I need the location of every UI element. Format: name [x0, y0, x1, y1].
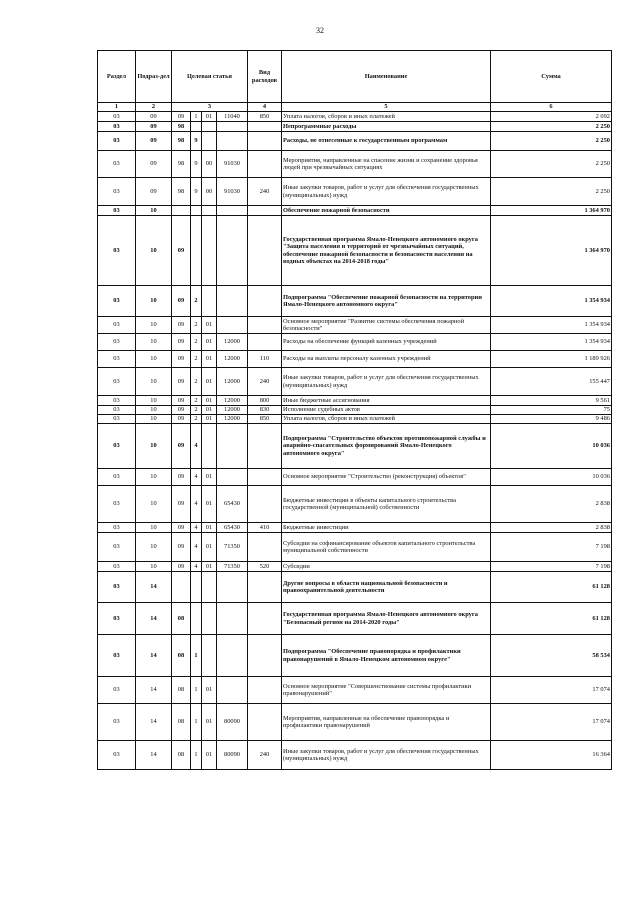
podrazdel-cell: 14 [136, 603, 172, 635]
sum-cell: 58 534 [491, 635, 612, 677]
direction-code-cell: 65430 [217, 486, 248, 523]
razdel-cell: 03 [98, 635, 136, 677]
event-code-cell [202, 286, 217, 317]
table-row [98, 424, 612, 469]
subprogram-code-cell: 2 [191, 317, 202, 334]
expense-type-cell [248, 677, 282, 704]
program-code-cell: 09 [172, 424, 191, 469]
program-code-cell: 09 [172, 562, 191, 572]
column-number: 1 [98, 103, 136, 112]
program-code-cell: 09 [172, 112, 191, 122]
expense-type-cell [248, 317, 282, 334]
direction-code-cell [217, 424, 248, 469]
expense-type-cell [248, 572, 282, 603]
event-code-cell [202, 603, 217, 635]
table-row [98, 206, 612, 216]
subprogram-code-cell: 2 [191, 415, 202, 424]
event-code-cell: 01 [202, 533, 217, 562]
podrazdel-cell: 09 [136, 178, 172, 206]
expense-type-cell [248, 334, 282, 351]
subprogram-code-cell: 4 [191, 523, 202, 533]
program-code-cell: 09 [172, 351, 191, 368]
column-number: 2 [136, 103, 172, 112]
direction-code-cell: 71350 [217, 533, 248, 562]
sum-cell: 1 354 934 [491, 286, 612, 317]
event-code-cell: 01 [202, 112, 217, 122]
direction-code-cell: 12000 [217, 415, 248, 424]
event-code-cell: 01 [202, 486, 217, 523]
event-code-cell: 01 [202, 523, 217, 533]
event-code-cell [202, 216, 217, 286]
subprogram-code-cell: 4 [191, 533, 202, 562]
podrazdel-cell: 10 [136, 206, 172, 216]
sum-cell: 7 198 [491, 533, 612, 562]
name-cell: Подпрограмма "Обеспечение правопорядка и профилактики правонарушений в Ямало-Ненецком автономном округе" [282, 635, 491, 677]
expense-type-cell: 110 [248, 351, 282, 368]
program-code-cell: 09 [172, 396, 191, 406]
name-cell: Иные бюджетные ассигнования [282, 396, 491, 406]
table-row [98, 562, 612, 572]
event-code-cell: 01 [202, 334, 217, 351]
name-cell: Субсидии на софинансирование объектов капитального строительства муниципальной собственности [282, 533, 491, 562]
razdel-cell: 03 [98, 603, 136, 635]
subprogram-code-cell [191, 603, 202, 635]
expense-type-cell [248, 469, 282, 486]
direction-code-cell [217, 216, 248, 286]
event-code-cell: 00 [202, 178, 217, 206]
program-code-cell: 09 [172, 469, 191, 486]
name-cell: Бюджетные инвестиции [282, 523, 491, 533]
program-code-cell: 09 [172, 216, 191, 286]
table-row [98, 677, 612, 704]
razdel-cell: 03 [98, 132, 136, 151]
direction-code-cell: 71350 [217, 562, 248, 572]
sum-cell: 7 198 [491, 562, 612, 572]
direction-code-cell: 65430 [217, 523, 248, 533]
sum-cell: 61 128 [491, 603, 612, 635]
podrazdel-cell: 10 [136, 368, 172, 396]
sum-cell: 16 364 [491, 741, 612, 770]
podrazdel-cell: 10 [136, 351, 172, 368]
name-cell: Бюджетные инвестиции в объекты капитального строительства государственной (муниципальной) собственности [282, 486, 491, 523]
subprogram-code-cell: 2 [191, 334, 202, 351]
sum-cell: 1 189 926 [491, 351, 612, 368]
sum-cell: 9 561 [491, 396, 612, 406]
direction-code-cell [217, 469, 248, 486]
sum-cell: 2 838 [491, 523, 612, 533]
expense-type-cell: 830 [248, 406, 282, 415]
name-cell: Уплата налогов, сборов и иных платежей [282, 415, 491, 424]
name-cell: Уплата налогов, сборов и иных платежей [282, 112, 491, 122]
header-naimenovanie: Наименование [282, 51, 491, 103]
razdel-cell: 03 [98, 396, 136, 406]
table-row [98, 132, 612, 151]
name-cell: Расходы на обеспечение функций казенных учреждений [282, 334, 491, 351]
name-cell: Подпрограмма "Обеспечение пожарной безопасности на территории Ямало-Ненецкого автономного округа" [282, 286, 491, 317]
table-row [98, 122, 612, 132]
expense-type-cell [248, 151, 282, 178]
table-row [98, 741, 612, 770]
program-code-cell: 08 [172, 677, 191, 704]
table-row [98, 704, 612, 741]
table-row [98, 523, 612, 533]
direction-code-cell [217, 317, 248, 334]
name-cell: Иные закупки товаров, работ и услуг для обеспечения государственных (муниципальных) нужд [282, 368, 491, 396]
name-cell: Подпрограмма "Строительство объектов противопожарной службы и аварийно-спасательных формирований Ямало-Ненецкого автономного округа" [282, 424, 491, 469]
header-podrazdel: Подраз-дел [136, 51, 172, 103]
subprogram-code-cell [191, 216, 202, 286]
podrazdel-cell: 14 [136, 704, 172, 741]
podrazdel-cell: 10 [136, 396, 172, 406]
page-number: 32 [316, 26, 324, 35]
razdel-cell: 03 [98, 286, 136, 317]
direction-code-cell [217, 132, 248, 151]
subprogram-code-cell: 4 [191, 562, 202, 572]
podrazdel-cell: 10 [136, 486, 172, 523]
expense-type-cell [248, 132, 282, 151]
expense-type-cell: 800 [248, 396, 282, 406]
razdel-cell: 03 [98, 469, 136, 486]
sum-cell: 1 354 934 [491, 334, 612, 351]
expense-type-cell: 240 [248, 741, 282, 770]
event-code-cell: 01 [202, 562, 217, 572]
sum-cell: 2 250 [491, 178, 612, 206]
table-row [98, 603, 612, 635]
razdel-cell: 03 [98, 562, 136, 572]
razdel-cell: 03 [98, 334, 136, 351]
razdel-cell: 03 [98, 704, 136, 741]
razdel-cell: 03 [98, 178, 136, 206]
expense-type-cell [248, 216, 282, 286]
razdel-cell: 03 [98, 368, 136, 396]
program-code-cell: 98 [172, 178, 191, 206]
direction-code-cell: 12000 [217, 351, 248, 368]
name-cell: Расходы на выплаты персоналу казенных учреждений [282, 351, 491, 368]
expense-type-cell: 240 [248, 178, 282, 206]
program-code-cell: 09 [172, 286, 191, 317]
direction-code-cell: 12000 [217, 334, 248, 351]
table-body [98, 112, 612, 770]
name-cell: Основное мероприятие "Развитие системы обеспечения пожарной безопасности" [282, 317, 491, 334]
subprogram-code-cell [191, 122, 202, 132]
podrazdel-cell: 14 [136, 572, 172, 603]
subprogram-code-cell: 2 [191, 286, 202, 317]
program-code-cell: 09 [172, 415, 191, 424]
event-code-cell: 01 [202, 351, 217, 368]
razdel-cell: 03 [98, 741, 136, 770]
name-cell: Непрограммные расходы [282, 122, 491, 132]
program-code-cell: 09 [172, 334, 191, 351]
sum-cell: 1 364 970 [491, 216, 612, 286]
podrazdel-cell: 10 [136, 216, 172, 286]
podrazdel-cell: 09 [136, 122, 172, 132]
expense-type-cell [248, 286, 282, 317]
sum-cell: 61 128 [491, 572, 612, 603]
sum-cell: 10 036 [491, 469, 612, 486]
event-code-cell [202, 572, 217, 603]
column-number: 5 [282, 103, 491, 112]
sum-cell: 75 [491, 406, 612, 415]
program-code-cell: 08 [172, 603, 191, 635]
table-row [98, 112, 612, 122]
program-code-cell: 08 [172, 635, 191, 677]
table-row [98, 406, 612, 415]
subprogram-code-cell: 9 [191, 151, 202, 178]
sum-cell: 1 364 970 [491, 206, 612, 216]
column-number: 4 [248, 103, 282, 112]
razdel-cell: 03 [98, 415, 136, 424]
name-cell: Субсидии [282, 562, 491, 572]
subprogram-code-cell: 1 [191, 741, 202, 770]
razdel-cell: 03 [98, 486, 136, 523]
sum-cell: 10 036 [491, 424, 612, 469]
name-cell: Основное мероприятие "Строительство (реконструкция) объектов" [282, 469, 491, 486]
program-code-cell: 98 [172, 132, 191, 151]
table-row [98, 334, 612, 351]
name-cell: Мероприятия, направленные на обеспечение правопорядка и профилактики правонарушений [282, 704, 491, 741]
direction-code-cell: 91030 [217, 178, 248, 206]
razdel-cell: 03 [98, 424, 136, 469]
expense-type-cell [248, 603, 282, 635]
name-cell: Мероприятия, направленные на спасение жизни и сохранение здоровья людей при чрезвычайных ситуациях [282, 151, 491, 178]
subprogram-code-cell: 1 [191, 704, 202, 741]
column-number: 6 [491, 103, 612, 112]
direction-code-cell [217, 206, 248, 216]
direction-code-cell: 11040 [217, 112, 248, 122]
program-code-cell: 08 [172, 704, 191, 741]
direction-code-cell: 12000 [217, 396, 248, 406]
direction-code-cell [217, 603, 248, 635]
program-code-cell: 08 [172, 741, 191, 770]
event-code-cell [202, 424, 217, 469]
sum-cell: 9 486 [491, 415, 612, 424]
sum-cell: 2 250 [491, 151, 612, 178]
name-cell: Иные закупки товаров, работ и услуг для обеспечения государственных (муниципальных) нужд [282, 178, 491, 206]
program-code-cell [172, 206, 191, 216]
expense-type-cell [248, 704, 282, 741]
program-code-cell: 98 [172, 122, 191, 132]
podrazdel-cell: 10 [136, 523, 172, 533]
event-code-cell [202, 122, 217, 132]
direction-code-cell [217, 635, 248, 677]
name-cell: Обеспечение пожарной безопасности [282, 206, 491, 216]
subprogram-code-cell: 9 [191, 132, 202, 151]
podrazdel-cell: 10 [136, 317, 172, 334]
header-summa: Сумма [491, 51, 612, 103]
podrazdel-cell: 10 [136, 406, 172, 415]
column-number: 3 [172, 103, 248, 112]
podrazdel-cell: 10 [136, 286, 172, 317]
expense-type-cell: 850 [248, 112, 282, 122]
table-row [98, 286, 612, 317]
table-row [98, 317, 612, 334]
program-code-cell: 09 [172, 317, 191, 334]
expense-type-cell [248, 122, 282, 132]
table-row [98, 469, 612, 486]
podrazdel-cell: 14 [136, 635, 172, 677]
table-row [98, 635, 612, 677]
subprogram-code-cell: 4 [191, 424, 202, 469]
expense-type-cell [248, 533, 282, 562]
razdel-cell: 03 [98, 317, 136, 334]
event-code-cell [202, 132, 217, 151]
sum-cell: 2 250 [491, 132, 612, 151]
direction-code-cell [217, 286, 248, 317]
table-row [98, 368, 612, 396]
podrazdel-cell: 10 [136, 533, 172, 562]
program-code-cell: 09 [172, 533, 191, 562]
subprogram-code-cell: 4 [191, 469, 202, 486]
razdel-cell: 03 [98, 677, 136, 704]
razdel-cell: 03 [98, 351, 136, 368]
direction-code-cell: 12000 [217, 368, 248, 396]
sum-cell: 2 838 [491, 486, 612, 523]
subprogram-code-cell [191, 206, 202, 216]
razdel-cell: 03 [98, 533, 136, 562]
subprogram-code-cell: 1 [191, 112, 202, 122]
program-code-cell: 09 [172, 523, 191, 533]
podrazdel-cell: 14 [136, 741, 172, 770]
program-code-cell [172, 572, 191, 603]
expense-type-cell: 240 [248, 368, 282, 396]
subprogram-code-cell: 2 [191, 396, 202, 406]
sum-cell: 17 074 [491, 677, 612, 704]
event-code-cell: 01 [202, 317, 217, 334]
table-row [98, 415, 612, 424]
table-row [98, 396, 612, 406]
podrazdel-cell: 14 [136, 677, 172, 704]
sum-cell: 155 447 [491, 368, 612, 396]
podrazdel-cell: 10 [136, 562, 172, 572]
sum-cell: 2 092 [491, 112, 612, 122]
expense-type-cell: 410 [248, 523, 282, 533]
podrazdel-cell: 10 [136, 469, 172, 486]
table-row [98, 351, 612, 368]
podrazdel-cell: 10 [136, 415, 172, 424]
name-cell: Другие вопросы в области национальной безопасности и правоохранительной деятельности [282, 572, 491, 603]
sum-cell: 17 074 [491, 704, 612, 741]
event-code-cell: 01 [202, 741, 217, 770]
event-code-cell: 01 [202, 677, 217, 704]
subprogram-code-cell [191, 572, 202, 603]
subprogram-code-cell: 1 [191, 677, 202, 704]
subprogram-code-cell: 4 [191, 486, 202, 523]
razdel-cell: 03 [98, 151, 136, 178]
podrazdel-cell: 10 [136, 334, 172, 351]
event-code-cell: 01 [202, 469, 217, 486]
razdel-cell: 03 [98, 206, 136, 216]
name-cell: Иные закупки товаров, работ и услуг для обеспечения государственных (муниципальных) нужд [282, 741, 491, 770]
table-row [98, 533, 612, 562]
razdel-cell: 03 [98, 112, 136, 122]
direction-code-cell [217, 572, 248, 603]
event-code-cell: 01 [202, 406, 217, 415]
name-cell: Исполнение судебных актов [282, 406, 491, 415]
budget-table [97, 50, 612, 770]
sum-cell: 1 354 934 [491, 317, 612, 334]
name-cell: Основное мероприятие "Совершенствование системы профилактики правонарушений" [282, 677, 491, 704]
event-code-cell: 01 [202, 704, 217, 741]
sum-cell: 2 250 [491, 122, 612, 132]
subprogram-code-cell: 2 [191, 406, 202, 415]
program-code-cell: 98 [172, 151, 191, 178]
direction-code-cell: 12000 [217, 406, 248, 415]
event-code-cell [202, 206, 217, 216]
razdel-cell: 03 [98, 216, 136, 286]
header-razdel: Раздел [98, 51, 136, 103]
direction-code-cell: 80090 [217, 704, 248, 741]
podrazdel-cell: 09 [136, 151, 172, 178]
expense-type-cell: 520 [248, 562, 282, 572]
program-code-cell: 09 [172, 406, 191, 415]
program-code-cell: 09 [172, 368, 191, 396]
name-cell: Государственная программа Ямало-Ненецкого автономного округа "Безопасный регион на 2014-2020 годы" [282, 603, 491, 635]
razdel-cell: 03 [98, 572, 136, 603]
event-code-cell [202, 635, 217, 677]
subprogram-code-cell: 2 [191, 351, 202, 368]
table-row [98, 178, 612, 206]
table-row [98, 151, 612, 178]
podrazdel-cell: 09 [136, 112, 172, 122]
direction-code-cell: 80090 [217, 741, 248, 770]
direction-code-cell: 91030 [217, 151, 248, 178]
direction-code-cell [217, 122, 248, 132]
event-code-cell: 01 [202, 415, 217, 424]
razdel-cell: 03 [98, 523, 136, 533]
event-code-cell: 01 [202, 368, 217, 396]
razdel-cell: 03 [98, 406, 136, 415]
event-code-cell: 01 [202, 396, 217, 406]
subprogram-code-cell: 9 [191, 178, 202, 206]
direction-code-cell [217, 677, 248, 704]
name-cell: Расходы, не отнесенные к государственным программам [282, 132, 491, 151]
event-code-cell: 00 [202, 151, 217, 178]
expense-type-cell [248, 635, 282, 677]
table-row [98, 572, 612, 603]
razdel-cell: 03 [98, 122, 136, 132]
table-row [98, 216, 612, 286]
program-code-cell: 09 [172, 486, 191, 523]
expense-type-cell [248, 424, 282, 469]
header-vid-rashodov: Вид расходов [248, 51, 282, 103]
subprogram-code-cell: 2 [191, 368, 202, 396]
name-cell: Государственная программа Ямало-Ненецкого автономного округа "Защита населения и территорий от чрезвычайных ситуаций, обеспечение пожарной безопасности и безопасности населения на водных объектах на 2014-2018 годы" [282, 216, 491, 286]
podrazdel-cell: 10 [136, 424, 172, 469]
expense-type-cell: 850 [248, 415, 282, 424]
subprogram-code-cell: 1 [191, 635, 202, 677]
expense-type-cell [248, 206, 282, 216]
table-row [98, 486, 612, 523]
header-celevaya-statya: Целевая статья [172, 51, 248, 103]
expense-type-cell [248, 486, 282, 523]
podrazdel-cell: 09 [136, 132, 172, 151]
